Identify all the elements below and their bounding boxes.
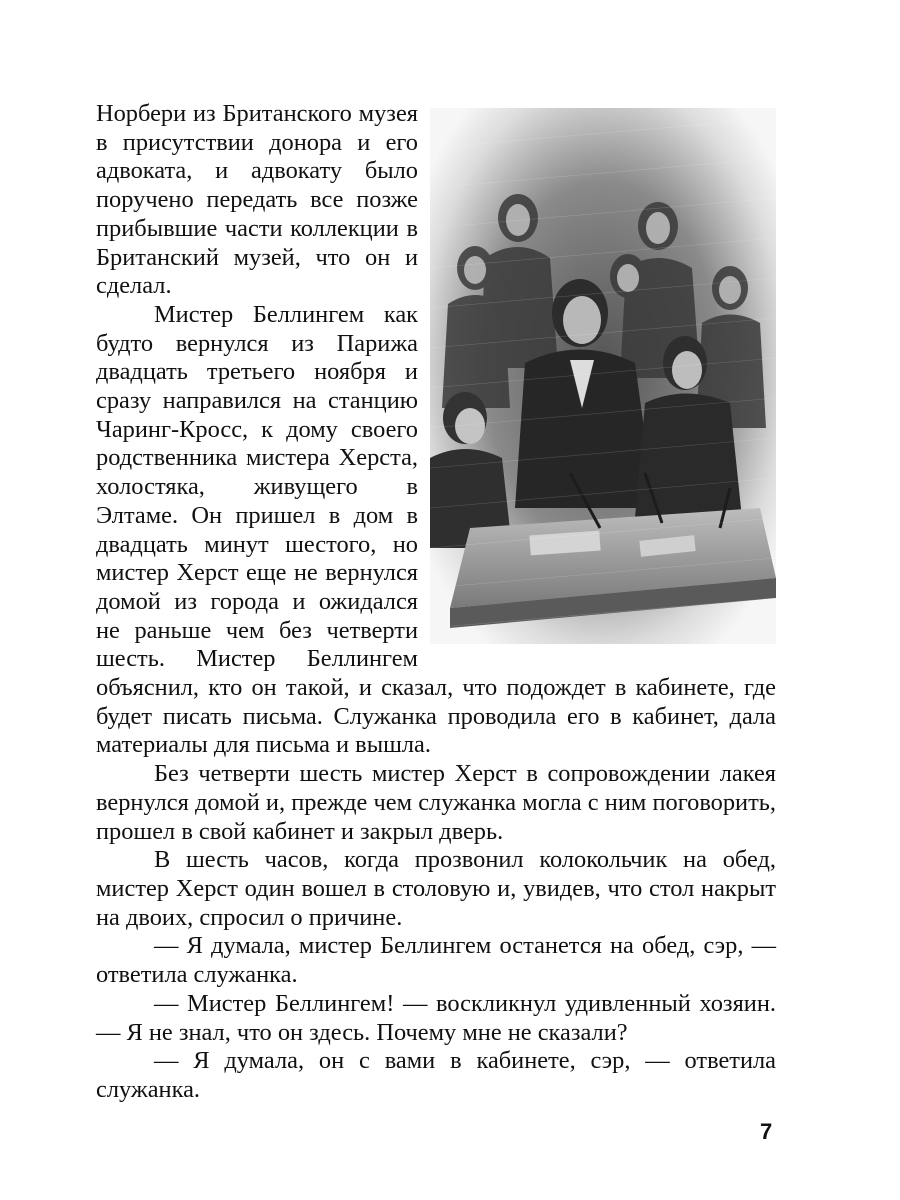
paragraph: — Я думала, мистер Беллингем останется на обед, сэр, — ответила служанка. <box>96 932 776 989</box>
illustration <box>430 108 776 644</box>
paragraph: В шесть часов, когда прозвонил колокольчик на обед, мистер Херст один вошел в столовую и, увидев, что стол накрыт на двоих, спросил о причине. <box>96 846 776 931</box>
paragraph: — Мистер Беллингем! — воскликнул удивленный хозяин. — Я не знал, что он здесь. Почему мне не сказали? <box>96 989 776 1046</box>
body-text <box>96 100 776 1105</box>
illustration-drawing <box>430 108 776 644</box>
paragraph: Без четверти шесть мистер Херст в сопровождении лакея вернулся домой и, прежде чем служанка могла с ним поговорить, прошел в свой кабинет и закрыл дверь. <box>96 760 776 845</box>
paragraph: Мистер Беллингем как будто вернулся из Парижа двадцать третьего ноября и сразу направился на станцию Чаринг-Кросс, к дому своего родственника мистера Херста, холостяка, живущего в Элтаме. Он пришел в дом в двадцать минут шестого, но мистер Херст еще не вернулся домой из города и ожидался не раньше чем без четверти шесть. Мистер Беллингем объяснил, кто он такой, и сказал, что подождет в кабинете, где будет писать письма. Служанка проводила его в кабинет, дала материалы для письма и вышла. <box>96 300 776 759</box>
paragraph: Норбери из Британского музея в присутствии донора и его адвоката, и адвокату было поручено передать все позже прибывшие части коллекции в Британский музей, что он и сделал. <box>96 100 418 300</box>
page-number: 7 <box>760 1119 773 1144</box>
paragraph: — Я думала, он с вами в кабинете, сэр, — ответила служанка. <box>96 1047 776 1103</box>
